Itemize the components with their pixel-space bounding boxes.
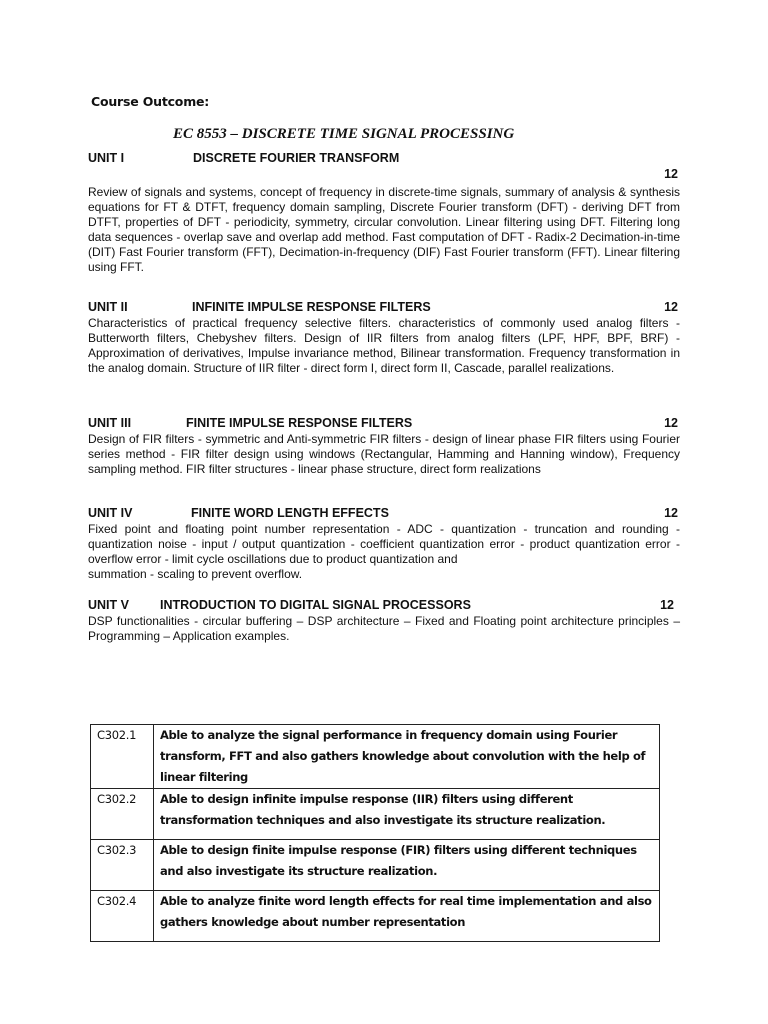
unit-description-continued: summation - scaling to prevent overflow. — [88, 567, 303, 581]
unit-name: FINITE IMPULSE RESPONSE FILTERS — [186, 416, 413, 430]
unit-hours: 12 — [664, 300, 678, 314]
unit-label: UNIT V — [88, 598, 129, 612]
outcome-description: Able to design finite impulse response (FIR) filters using different techniques and also investigate its structure realization. — [154, 840, 660, 891]
unit-description: DSP functionalities - circular buffering – DSP architecture – Fixed and Floating point architecture principles – Programming – Application examples. — [88, 614, 680, 643]
unit-hours: 12 — [660, 598, 674, 612]
unit-heading — [88, 506, 680, 522]
table-row — [91, 789, 660, 840]
table-row — [91, 891, 660, 942]
unit-heading — [88, 598, 680, 614]
table-row — [91, 725, 660, 789]
outcome-code: C302.4 — [91, 891, 154, 942]
unit-section — [88, 416, 680, 477]
unit-hours: 12 — [664, 167, 678, 181]
unit-name: FINITE WORD LENGTH EFFECTS — [191, 506, 389, 520]
course-title: EC 8553 – DISCRETE TIME SIGNAL PROCESSING — [173, 126, 515, 142]
outcome-description: Able to analyze finite word length effects for real time implementation and also gathers knowledge about number representation — [154, 891, 660, 942]
unit-hours: 12 — [664, 506, 678, 520]
unit-heading — [88, 300, 680, 316]
outcome-description: Able to analyze the signal performance in frequency domain using Fourier transform, FFT and also gathers knowledge about convolution with the help of linear filtering — [154, 725, 660, 789]
table-row — [91, 840, 660, 891]
unit-hours: 12 — [664, 416, 678, 430]
unit-label: UNIT II — [88, 300, 128, 314]
unit-section — [88, 300, 680, 376]
unit-heading — [88, 151, 680, 167]
unit-section — [88, 506, 680, 582]
unit-description: Design of FIR filters - symmetric and Anti-symmetric FIR filters - design of linear phase FIR filters using Fourier series method - FIR filter design using windows (Rectangular, Hamming and Hanning window), Frequency sampling method. FIR filter structures - linear phase structure, direct form realizations — [88, 432, 680, 476]
outcome-code: C302.1 — [91, 725, 154, 789]
unit-description: Fixed point and floating point number representation - ADC - quantization - truncation and rounding - quantization noise - input / output quantization - coefficient quantization error - product quantization error - overflow error - limit cycle oscillations due to product quantization and — [88, 522, 680, 566]
unit-description: Characteristics of practical frequency selective filters. characteristics of commonly used analog filters - Butterworth filters, Chebyshev filters. Design of IIR filters from analog filters (LPF, HPF, BPF, BRF) - Approximation of derivatives, Impulse invariance method, Bilinear transformation. Frequency transformation in the analog domain. Structure of IIR filter - direct form I, direct form II, Cascade, parallel realizations. — [88, 316, 680, 375]
unit-name: INFINITE IMPULSE RESPONSE FILTERS — [192, 300, 431, 314]
unit-label: UNIT IV — [88, 506, 133, 520]
course-outcome-heading: Course Outcome: — [91, 94, 210, 109]
unit-hours-row — [88, 167, 680, 183]
course-outcomes-table — [90, 724, 660, 942]
outcome-description: Able to design infinite impulse response (IIR) filters using different transformation techniques and also investigate its structure realization. — [154, 789, 660, 840]
unit-description: Review of signals and systems, concept of frequency in discrete-time signals, summary of analysis & synthesis equations for FT & DTFT, frequency domain sampling, Discrete Fourier transform (DFT) - deriving DFT from DTFT, properties of DFT - periodicity, symmetry, circular convolution. Linear filtering using DFT. Filtering long data sequences - overlap save and overlap add method. Fast computation of DFT - Radix-2 Decimation-in-time (DIT) Fast Fourier transform (FFT), Decimation-in-frequency (DIF) Fast Fourier transform (FFT). Linear filtering using FFT. — [88, 185, 680, 274]
unit-label: UNIT III — [88, 416, 132, 430]
unit-heading — [88, 416, 680, 432]
unit-name: DISCRETE FOURIER TRANSFORM — [193, 151, 400, 165]
unit-name: INTRODUCTION TO DIGITAL SIGNAL PROCESSORS — [160, 598, 471, 612]
outcome-code: C302.3 — [91, 840, 154, 891]
outcome-code: C302.2 — [91, 789, 154, 840]
unit-section — [88, 151, 680, 275]
unit-section — [88, 598, 680, 644]
unit-label: UNIT I — [88, 151, 125, 165]
